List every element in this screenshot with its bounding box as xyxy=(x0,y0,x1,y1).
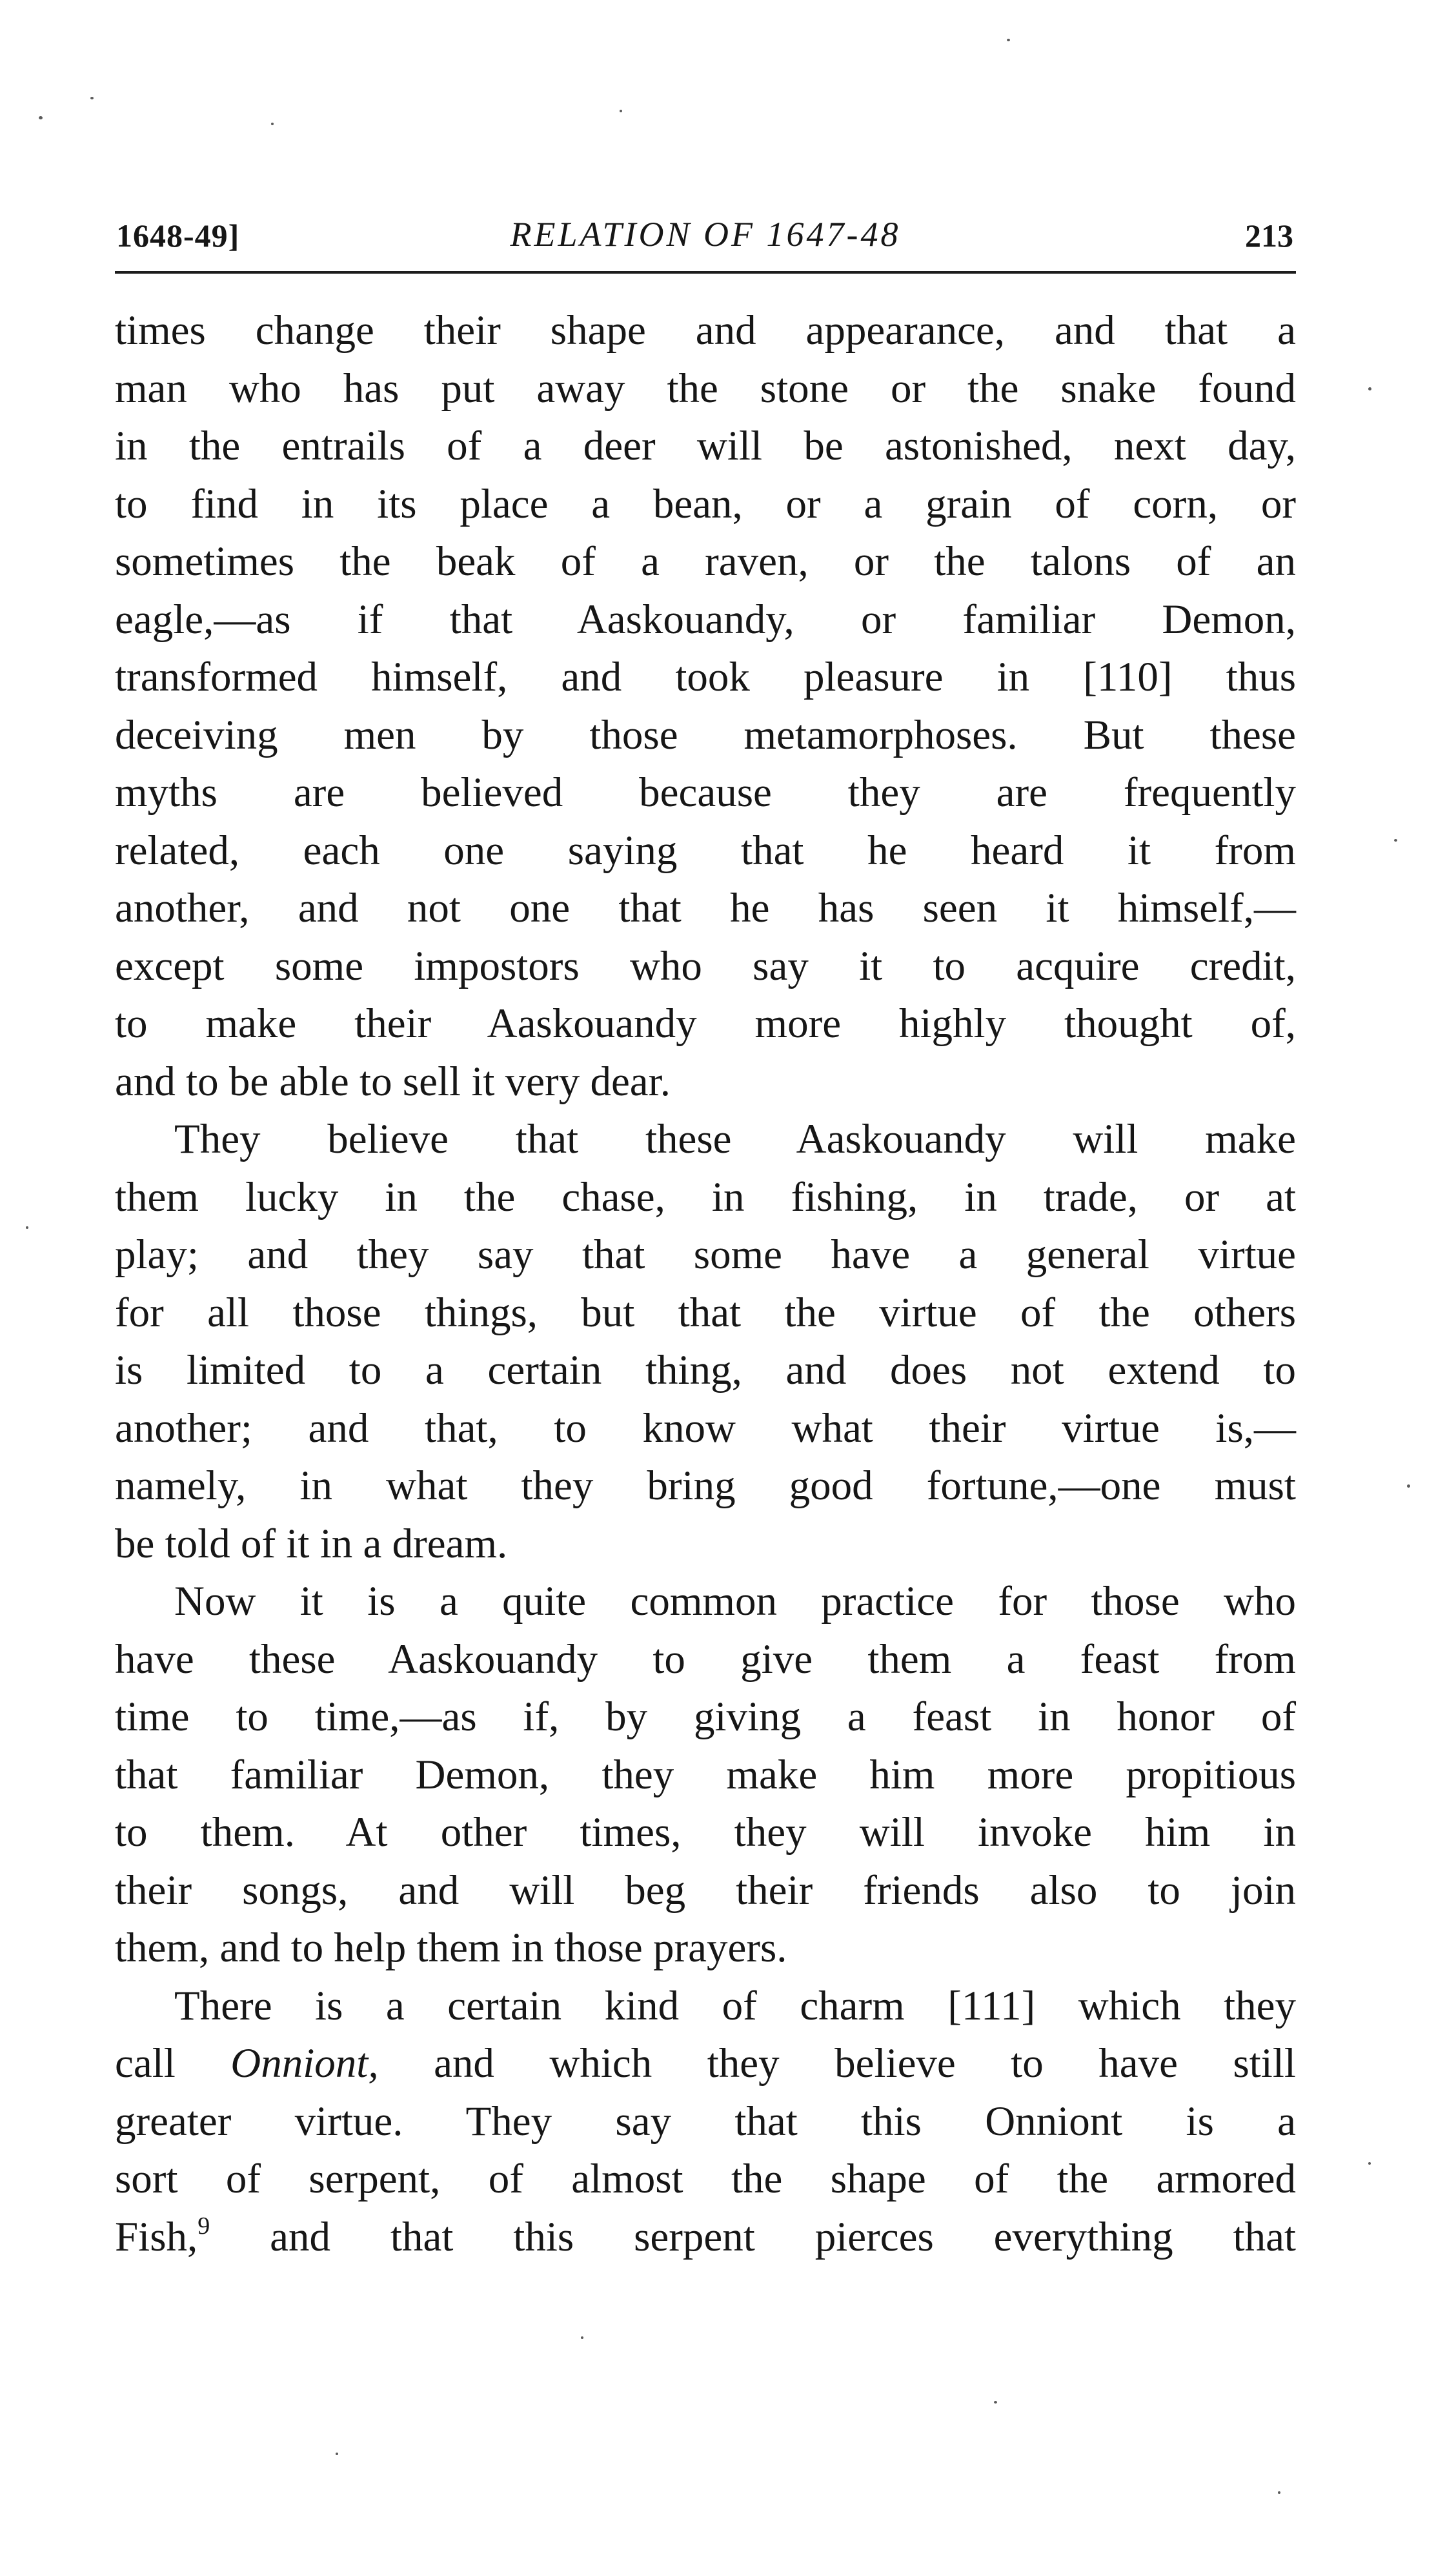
text-line: play; and they say that some have a general virtue xyxy=(115,1231,1296,1278)
running-head xyxy=(115,205,1296,257)
text-line: time to time,—as if, by giving a feast in honor of xyxy=(115,1694,1296,1740)
text-line: their songs, and will beg their friends also to join xyxy=(115,1867,1296,1914)
text-line: deceiving men by those metamorphoses. But these xyxy=(115,711,1296,758)
header-rule xyxy=(115,271,1296,274)
text-line: to them. At other times, they will invoke him in xyxy=(115,1809,1296,1856)
paragraph-1 xyxy=(115,302,1296,1111)
page-number: 213 xyxy=(1245,218,1293,254)
text-line: have these Aaskouandy to give them a feast from xyxy=(115,1635,1296,1683)
text-line: eagle,—as if that Aaskouandy, or familiar Demon, xyxy=(115,596,1296,643)
text-line: for all those things, but that the virtue of the others xyxy=(115,1289,1296,1336)
speck xyxy=(1368,2162,1371,2165)
paragraph-4 xyxy=(115,1978,1296,2267)
speck xyxy=(26,1226,28,1229)
footnote-marker: 9 xyxy=(197,2212,210,2240)
speck xyxy=(994,2401,997,2404)
text-line: except some impostors who say it to acquire credit, xyxy=(115,942,1296,989)
text-fragment: Fish, xyxy=(115,2213,198,2260)
speck xyxy=(1394,839,1397,842)
text-line: sometimes the beak of a raven, or the talons of an xyxy=(115,538,1296,585)
text-line: man who has put away the stone or the snake found xyxy=(115,365,1296,412)
speck xyxy=(1007,39,1010,41)
speck xyxy=(581,2336,583,2339)
text-line xyxy=(115,2209,1296,2267)
paragraph-2 xyxy=(115,1111,1296,1573)
paragraph-3 xyxy=(115,1573,1296,1978)
header-title: RELATION OF 1647-48 xyxy=(510,215,901,254)
speck xyxy=(271,123,274,125)
text-line: They believe that these Aaskouandy will make xyxy=(174,1116,1296,1162)
speck xyxy=(620,110,622,112)
text-line: myths are believed because they are frequently xyxy=(115,769,1296,816)
text-line: another; and that, to know what their virtue is,— xyxy=(115,1404,1296,1452)
speck xyxy=(39,116,43,119)
text-line: greater virtue. They say that this Onniont is a xyxy=(115,2098,1296,2145)
text-line: related, each one saying that he heard it from xyxy=(115,827,1296,874)
text-line: transformed himself, and took pleasure in [110] thus xyxy=(115,654,1296,700)
text-line: Now it is a quite common practice for those who xyxy=(174,1578,1296,1625)
speck xyxy=(336,2453,338,2455)
speck xyxy=(90,97,94,99)
text-line: There is a certain kind of charm [111] which they xyxy=(174,1982,1296,2029)
body-text xyxy=(115,302,1296,2266)
text-line: be told of it in a dream. xyxy=(115,1520,508,1567)
text-line xyxy=(115,2035,1296,2093)
speck xyxy=(1407,1484,1410,1488)
italic-term: Onniont, xyxy=(230,2040,379,2087)
text-fragment: and which they believe to have still xyxy=(378,2040,1296,2087)
text-line: another, and not one that he has seen it himself,— xyxy=(115,885,1296,931)
speck xyxy=(1278,2491,1280,2494)
text-line: to make their Aaskouandy more highly thought of, xyxy=(115,1000,1296,1047)
header-year-range: 1648-49] xyxy=(116,218,240,254)
text-line: that familiar Demon, they make him more propitious xyxy=(115,1751,1296,1798)
text-line: namely, in what they bring good fortune,—one must xyxy=(115,1463,1296,1509)
text-line: and to be able to sell it very dear. xyxy=(115,1058,671,1105)
speck xyxy=(1368,387,1371,390)
text-line: times change their shape and appearance, and that a xyxy=(115,307,1296,354)
text-line: to find in its place a bean, or a grain of corn, or xyxy=(115,480,1296,527)
text-line: them lucky in the chase, in fishing, in trade, or at xyxy=(115,1173,1296,1220)
text-fragment: call xyxy=(115,2040,231,2087)
text-line: is limited to a certain thing, and does not extend to xyxy=(115,1347,1296,1393)
text-line: them, and to help them in those prayers. xyxy=(115,1925,787,1971)
text-fragment: and that this serpent pierces everything that xyxy=(210,2213,1296,2260)
text-line: sort of serpent, of almost the shape of the armored xyxy=(115,2156,1296,2202)
page-content xyxy=(115,205,1296,2260)
text-line: in the entrails of a deer will be astonished, next day, xyxy=(115,423,1296,469)
